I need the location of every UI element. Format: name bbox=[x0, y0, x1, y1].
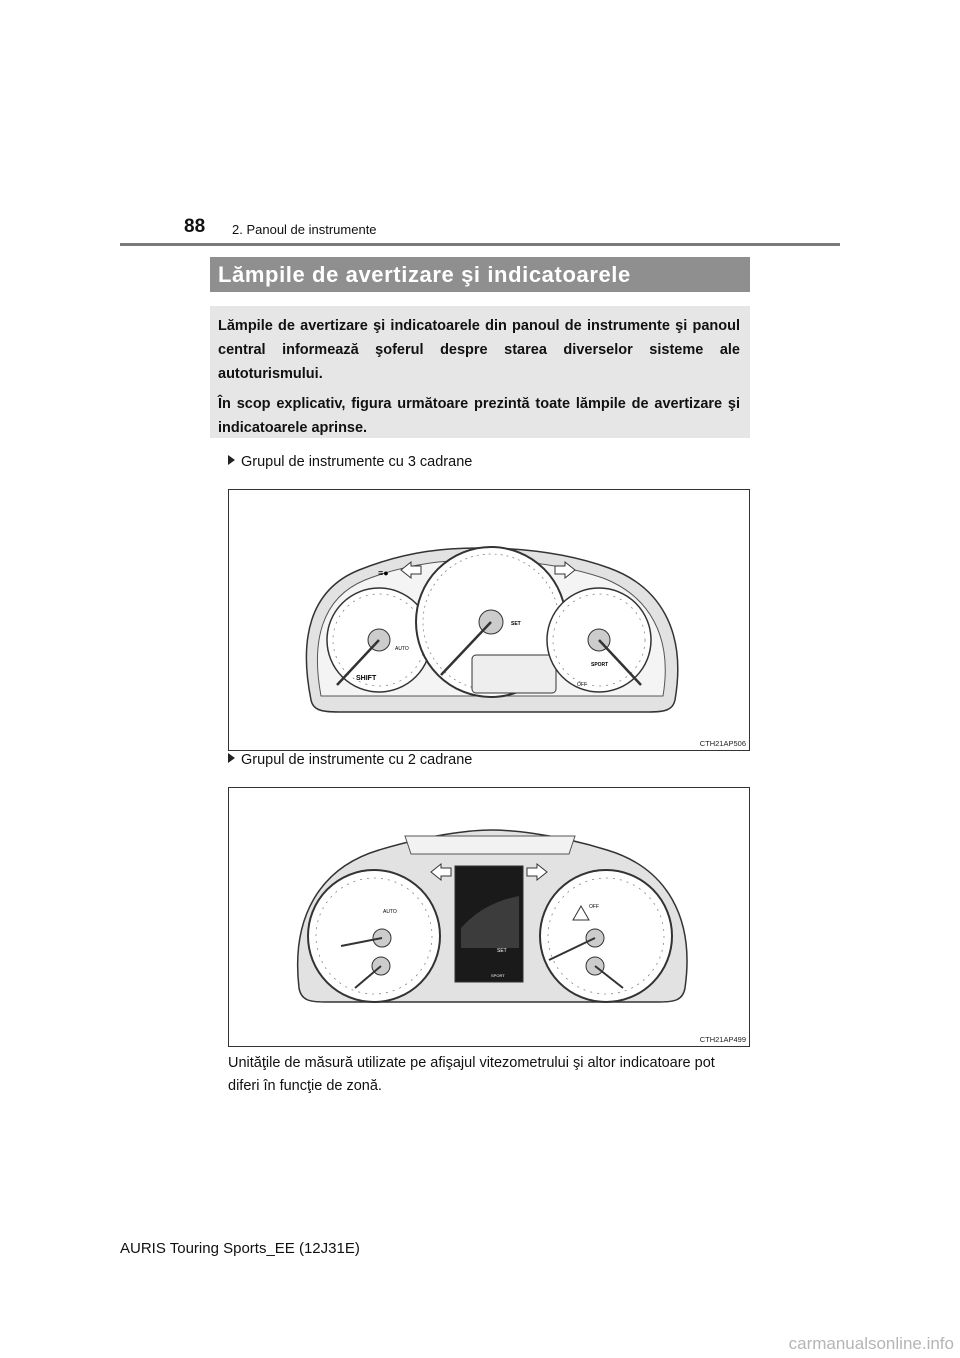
header-rule bbox=[120, 243, 840, 246]
watermark: carmanualsonline.info bbox=[788, 1334, 954, 1353]
bullet-triangle-icon bbox=[228, 753, 235, 763]
intro-paragraph-2: În scop explicativ, figura următoare prezintă toate lămpile de avertizare şi indicatoarele aprinse. bbox=[218, 396, 740, 436]
multi-info-display bbox=[472, 655, 556, 693]
figure-2-caption-text: Grupul de instrumente cu 2 cadrane bbox=[241, 752, 473, 768]
headlight-icon: ≡● bbox=[378, 568, 389, 578]
footer-model: AURIS Touring Sports_EE (12J31E) bbox=[120, 1240, 360, 1257]
auto-label-left: AUTO bbox=[395, 646, 409, 652]
figure-2-two-dial-cluster bbox=[228, 787, 750, 1047]
figure-1-caption bbox=[228, 454, 472, 470]
chapter-title: 2. Panoul de instrumente bbox=[232, 222, 377, 237]
section-title: Lămpile de avertizare şi indicatoarele bbox=[210, 257, 750, 292]
figure-1-code: CTH21AP506 bbox=[699, 739, 746, 748]
bullet-triangle-icon bbox=[228, 455, 235, 465]
speedometer-dial bbox=[540, 870, 672, 1002]
figure-1-caption-text: Grupul de instrumente cu 3 cadrane bbox=[241, 454, 473, 470]
intro-paragraph-1: Lămpile de avertizare şi indicatoarele din panoul de instrumente şi panoul central informează şoferul despre starea diverselor sisteme ale autoturismului. bbox=[218, 318, 740, 382]
shift-label: SHIFT bbox=[356, 675, 377, 682]
off-label-fig2: OFF bbox=[589, 904, 599, 910]
three-dial-cluster-illustration bbox=[229, 490, 751, 752]
figure-2-code: CTH21AP499 bbox=[699, 1035, 746, 1044]
set-label-1: SET bbox=[511, 621, 521, 627]
figure-1-three-dial-cluster bbox=[228, 489, 750, 751]
intro-box bbox=[210, 306, 750, 438]
sport-label-fig2: SPORT bbox=[491, 973, 505, 978]
sport-label-1: SPORT bbox=[591, 662, 609, 668]
auto-label-fig2: AUTO bbox=[383, 909, 397, 915]
set-label-fig2: SET bbox=[497, 948, 507, 954]
page-number: 88 bbox=[184, 216, 206, 237]
figure-2-caption bbox=[228, 752, 472, 768]
two-dial-cluster-illustration bbox=[229, 788, 751, 1048]
off-label-1: OFF bbox=[577, 682, 587, 688]
footnote: Unităţile de măsură utilizate pe afişajul vitezometrului şi altor indicatoare pot diferi în funcţie de zonă. bbox=[228, 1055, 715, 1094]
